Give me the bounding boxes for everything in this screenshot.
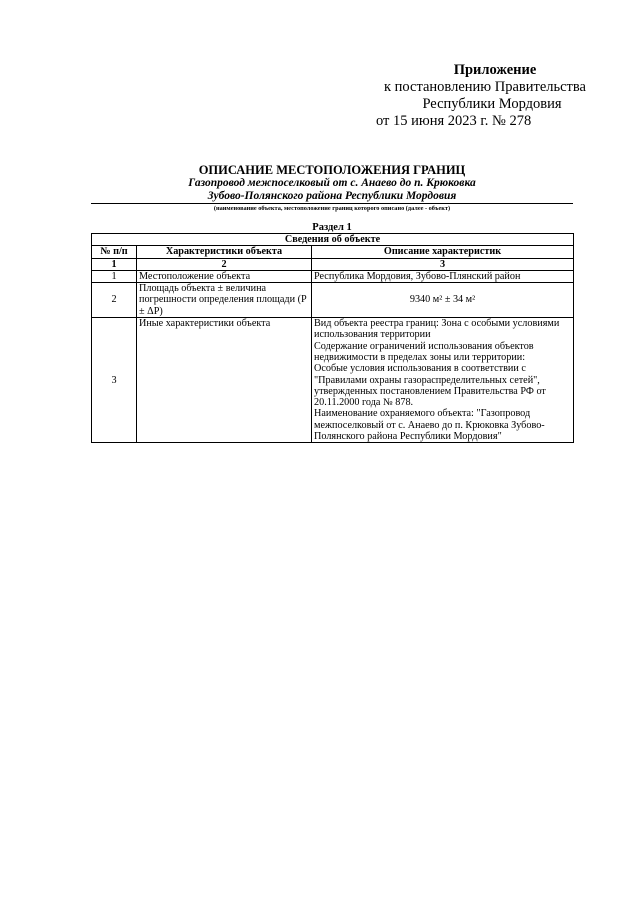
table-row [92, 318, 574, 443]
table-row [92, 283, 574, 318]
appendix-line-2: Республики Мордовия [422, 96, 562, 112]
appendix-title: Приложение [453, 62, 537, 78]
appendix-line-3: от 15 июня 2023 г. № 278 [376, 113, 532, 129]
object-info-table [91, 233, 574, 443]
row-characteristic: Иные характеристики объекта [137, 318, 312, 443]
header-description: Описание характеристик [312, 246, 574, 258]
appendix-block [360, 62, 600, 130]
row-description: Вид объекта реестра границ: Зона с особыми условиями использования территории Содержание ограничений использования объектов недвижимости в пределах зоны или территории: Особые условия использования в соответствии с "Правилами охраны газораспределительных сетей", утвержденных постановлением Правительства РФ от 20.11.2000 года № 878. Наименование охраняемого объекта: "Газопровод межпоселковый от с. Анаево до п. Крюковка Зубово-Полянского района Республики Мордовия" [312, 318, 574, 443]
object-name-note: (наименование объекта, местоположение границ которого описано (далее - объект) [213, 205, 451, 212]
column-number-3: 3 [312, 258, 574, 270]
table-row [92, 270, 574, 282]
column-number-1: 1 [92, 258, 137, 270]
object-name-line-1: Газопровод межпоселковый от с. Анаево до п. Крюковка [188, 177, 476, 189]
row-characteristic: Площадь объекта ± величина погрешности определения площади (P ± ΔP) [137, 283, 312, 318]
row-number: 3 [92, 318, 137, 443]
table-caption: Сведения об объекте [92, 234, 574, 246]
column-number-2: 2 [137, 258, 312, 270]
row-number: 2 [92, 283, 137, 318]
document-title: ОПИСАНИЕ МЕСТОПОЛОЖЕНИЯ ГРАНИЦ [198, 163, 466, 177]
row-number: 1 [92, 270, 137, 282]
header-characteristic: Характеристики объекта [137, 246, 312, 258]
document-heading [91, 163, 573, 213]
appendix-line-1: к постановлению Правительства [384, 79, 586, 95]
header-number: № п/п [92, 246, 137, 258]
section-title: Раздел 1 [312, 222, 352, 233]
row-characteristic: Местоположение объекта [137, 270, 312, 282]
object-name-line-2: Зубово-Полянского района Республики Мордовия [91, 190, 573, 204]
row-description: Республика Мордовия, Зубово-Плянский район [312, 270, 574, 282]
row-description: 9340 м² ± 34 м² [312, 283, 574, 318]
